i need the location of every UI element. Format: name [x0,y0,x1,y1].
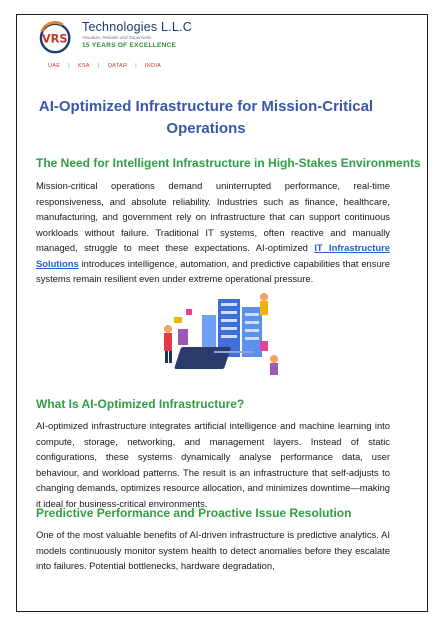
paragraph-text: Mission-critical operations demand uninterrupted performance, real-time responsiveness, and absolute reliability. Industries such as finance, healthcare, manufacturing, and government rely on infrastructure that can support continuous workloads without failure. Traditional IT systems, often reactive and manually managed, struggle to meet these expectations. AI-optimized [36,180,390,253]
country-uae: UAE [48,63,61,69]
vrs-logo-icon [38,20,76,56]
svg-text:VRS: VRS [41,31,68,46]
country-ksa: KSA [77,63,90,69]
section-paragraph-predictive: One of the most valuable benefits of AI-driven infrastructure is predictive analytics. AI models continuously monitor system health to detect anomalies before they escalate into failures. Potential bottlenecks, hardware degradation, [36,529,390,571]
section-paragraph-what: AI-optimized infrastructure integrates artificial intelligence and machine learning into compute, storage, networking, and management layers. Instead of static configurations, these systems dynamically analyse performance data, user behaviour, and workload patterns. The result is an infrastructure that self-adjusts to changing demands, optimizes resource allocation, and minimizes downtime—making it ideal for business-critical environments. [36,420,390,509]
company-tagline: Visualize, Reliable and Supersedin [82,35,152,40]
company-name: Technologies L.L.C [82,20,192,34]
section-paragraph-need [36,178,390,287]
years-of-excellence: 15 YEARS OF EXCELLENCE [82,42,177,49]
brand-logo [38,16,208,76]
section-heading-what: What Is AI-Optimized Infrastructure? [36,397,245,411]
country-qatar: QATAR [107,63,128,69]
section-heading-need: The Need for Intelligent Infrastructure in High-Stakes Environments [36,156,421,170]
paragraph-text: introduces intelligence, automation, and predictive capabilities that ensure systems remain resilient even under extreme operational pressure. [36,257,390,284]
page-title: AI-Optimized Infrastructure for Mission-Critical Operations [38,98,374,137]
server-illustration-icon [156,289,290,385]
country-india: INDIA [144,63,162,69]
section-heading-predictive: Predictive Performance and Proactive Issue Resolution [36,506,352,520]
country-list: UAE | KSA | QATAR | INDIA [48,63,162,69]
it-infrastructure-link[interactable]: IT Infrastructure Solutions [36,242,390,269]
